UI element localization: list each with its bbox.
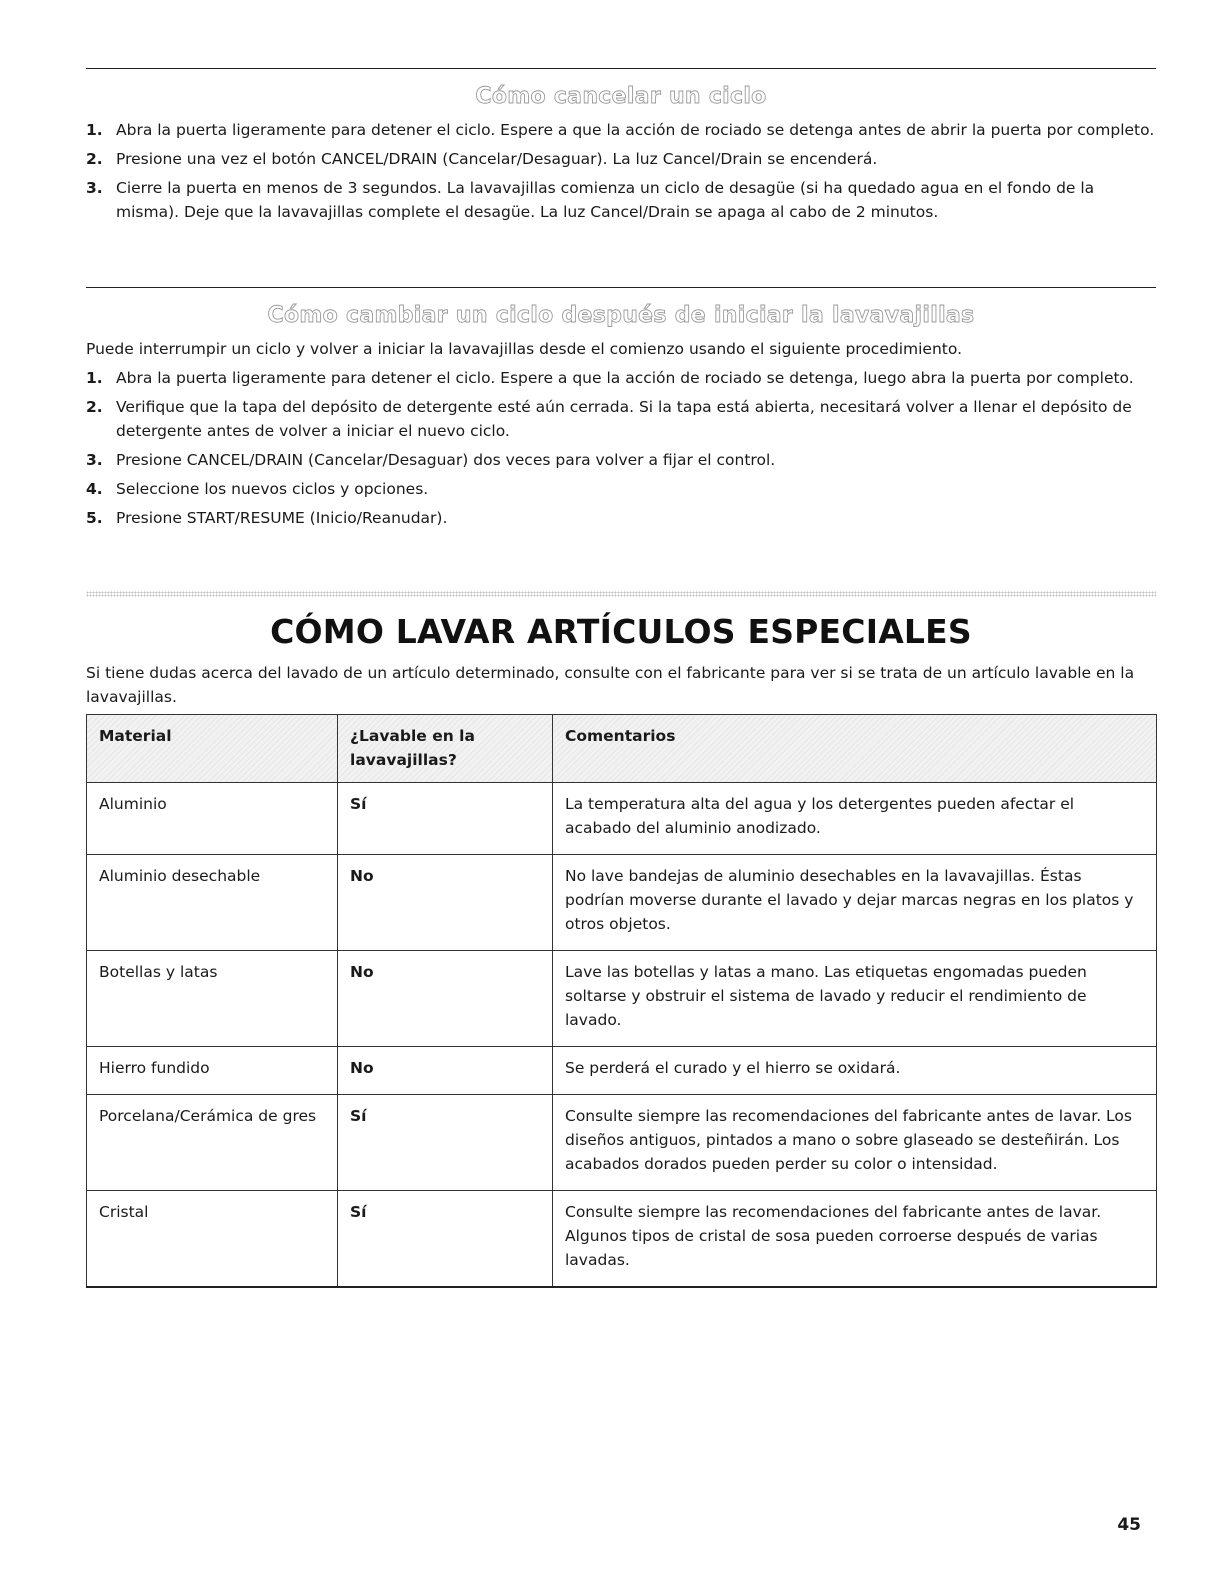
table-row xyxy=(87,951,1157,1047)
cell-comments: Se perderá el curado y el hierro se oxidará. xyxy=(553,1047,1157,1095)
list-item xyxy=(86,395,1156,443)
special-items-intro: Si tiene dudas acerca del lavado de un artículo determinado, consulte con el fabricante para ver si se trata de un artículo lavable en la lavavajillas. xyxy=(86,664,1135,706)
list-item xyxy=(86,477,1156,501)
cell-comments: No lave bandejas de aluminio desechables en la lavavajillas. Éstas podrían moverse durante el lavado y dejar marcas negras en los platos y otros objetos. xyxy=(553,855,1157,951)
change-cycle-steps xyxy=(86,366,1156,535)
cell-material: Hierro fundido xyxy=(87,1047,338,1095)
step-text: Presione CANCEL/DRAIN (Cancelar/Desaguar) dos veces para volver a fijar el control. xyxy=(116,451,776,469)
table-row xyxy=(87,783,1157,855)
page-number: 45 xyxy=(1117,1515,1141,1535)
step-number: 5. xyxy=(86,509,103,527)
header-dishwasher-safe: ¿Lavable en la lavavajillas? xyxy=(338,715,553,783)
step-text: Verifique que la tapa del depósito de detergente esté aún cerrada. Si la tapa está abierta, necesitará volver a llenar el depósito de detergente antes de volver a iniciar el nuevo ciclo. xyxy=(116,398,1132,440)
change-cycle-intro: Puede interrumpir un ciclo y volver a iniciar la lavavajillas desde el comienzo usando el siguiente procedimiento. xyxy=(86,340,962,358)
cell-comments: Consulte siempre las recomendaciones del fabricante antes de lavar. Algunos tipos de cristal de sosa pueden corroerse después de varias lavadas. xyxy=(553,1191,1157,1288)
step-number: 2. xyxy=(86,398,103,416)
step-number: 1. xyxy=(86,369,103,387)
step-text: Cierre la puerta en menos de 3 segundos. La lavavajillas comienza un ciclo de desagüe (si ha quedado agua en el fondo de la misma). Deje que la lavavajillas complete el desagüe. La luz Cancel/Drain se apaga al cabo de 2 minutos. xyxy=(116,179,1095,221)
cell-comments: La temperatura alta del agua y los detergentes pueden afectar el acabado del aluminio anodizado. xyxy=(553,783,1157,855)
step-text: Seleccione los nuevos ciclos y opciones. xyxy=(116,480,429,498)
header-material: Material xyxy=(87,715,338,783)
dotted-separator xyxy=(86,591,1156,597)
top-divider xyxy=(86,68,1156,69)
list-item xyxy=(86,147,1156,171)
step-number: 3. xyxy=(86,451,103,469)
step-number: 1. xyxy=(86,121,103,139)
table-row xyxy=(87,1047,1157,1095)
section-divider xyxy=(86,287,1156,288)
list-item xyxy=(86,118,1156,142)
cell-dishwasher-safe: Sí xyxy=(338,783,553,855)
step-text: Presione START/RESUME (Inicio/Reanudar). xyxy=(116,509,448,527)
step-text: Presione una vez el botón CANCEL/DRAIN (Cancelar/Desaguar). La luz Cancel/Drain se encenderá. xyxy=(116,150,878,168)
cell-material: Cristal xyxy=(87,1191,338,1288)
list-item xyxy=(86,176,1156,224)
page-title: CÓMO LAVAR ARTÍCULOS ESPECIALES xyxy=(270,612,972,651)
table-row xyxy=(87,1095,1157,1191)
list-item xyxy=(86,448,1156,472)
cell-dishwasher-safe: Sí xyxy=(338,1191,553,1288)
cell-material: Porcelana/Cerámica de gres xyxy=(87,1095,338,1191)
cell-comments: Consulte siempre las recomendaciones del fabricante antes de lavar. Los diseños antiguos, pintados a mano o sobre glaseado se desteñirán. Los acabados dorados pueden perder su color o intensidad. xyxy=(553,1095,1157,1191)
step-number: 3. xyxy=(86,179,103,197)
materials-table xyxy=(86,714,1157,1288)
step-number: 2. xyxy=(86,150,103,168)
cancel-cycle-heading: Cómo cancelar un ciclo xyxy=(475,84,767,109)
cell-dishwasher-safe: No xyxy=(338,1047,553,1095)
cell-material: Aluminio desechable xyxy=(87,855,338,951)
table-header-row xyxy=(87,715,1157,783)
step-text: Abra la puerta ligeramente para detener el ciclo. Espere a que la acción de rociado se detenga, luego abra la puerta por completo. xyxy=(116,369,1134,387)
list-item xyxy=(86,506,1156,530)
step-number: 4. xyxy=(86,480,103,498)
cell-dishwasher-safe: Sí xyxy=(338,1095,553,1191)
change-cycle-heading: Cómo cambiar un ciclo después de iniciar la lavavajillas xyxy=(267,303,975,328)
cell-dishwasher-safe: No xyxy=(338,951,553,1047)
cancel-cycle-steps xyxy=(86,118,1156,229)
table-row xyxy=(87,855,1157,951)
table-row xyxy=(87,1191,1157,1288)
list-item xyxy=(86,366,1156,390)
cell-dishwasher-safe: No xyxy=(338,855,553,951)
header-comments: Comentarios xyxy=(553,715,1157,783)
cell-material: Botellas y latas xyxy=(87,951,338,1047)
step-text: Abra la puerta ligeramente para detener el ciclo. Espere a que la acción de rociado se detenga antes de abrir la puerta por completo. xyxy=(116,121,1155,139)
cell-material: Aluminio xyxy=(87,783,338,855)
cell-comments: Lave las botellas y latas a mano. Las etiquetas engomadas pueden soltarse y obstruir el sistema de lavado y reducir el rendimiento de lavado. xyxy=(553,951,1157,1047)
